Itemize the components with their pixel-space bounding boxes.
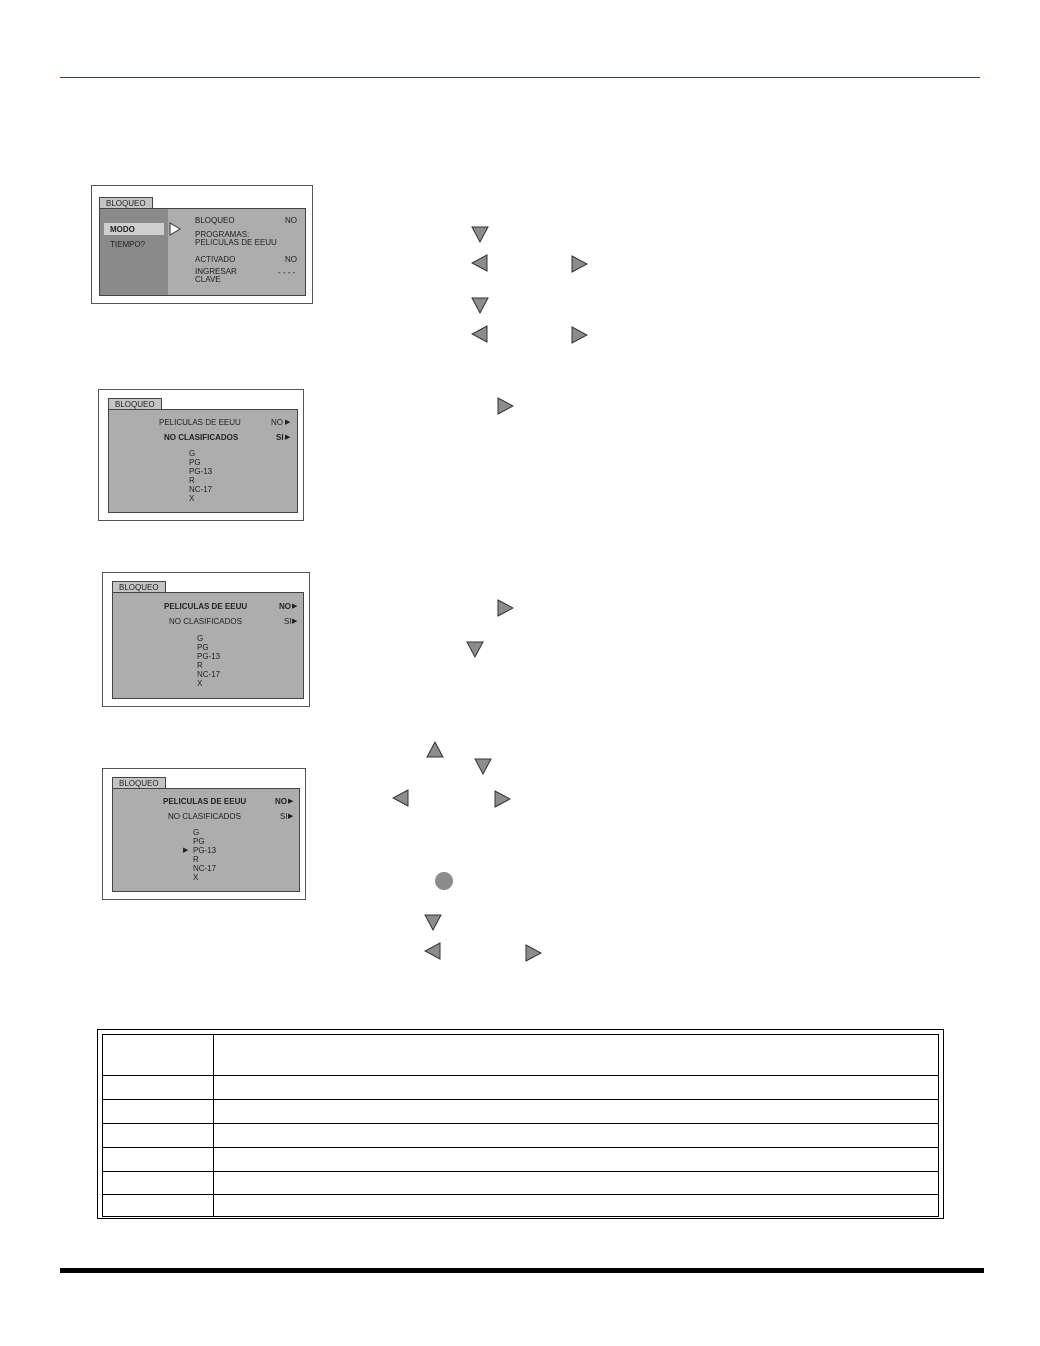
table-cell — [103, 1100, 214, 1124]
rating-item[interactable]: NC-17 — [193, 864, 217, 873]
table-row — [103, 1124, 939, 1148]
option-value: SI — [284, 617, 292, 626]
rating-item[interactable]: X — [189, 494, 195, 503]
header-rule — [60, 77, 980, 78]
rating-item-selected[interactable]: PG-13 — [193, 846, 217, 855]
menu-tab: BLOQUEO — [112, 581, 166, 593]
right-arrow-icon — [570, 255, 588, 273]
action-button-icon — [435, 872, 453, 890]
table-cell — [214, 1172, 939, 1195]
option-value: - - - - — [278, 268, 296, 277]
right-arrow-icon — [493, 790, 511, 808]
right-arrow-icon — [570, 326, 588, 344]
option-label[interactable]: NO CLASIFICADOS — [168, 812, 241, 821]
rating-item[interactable]: PG-13 — [197, 652, 221, 661]
pointer-open-icon — [169, 222, 181, 236]
option-label[interactable]: INGRESAR CLAVE — [195, 267, 237, 284]
table-cell — [214, 1195, 939, 1217]
menu-tab: BLOQUEO — [99, 197, 153, 209]
option-value: NO — [279, 602, 291, 611]
option-label[interactable]: NO CLASIFICADOS — [164, 433, 239, 442]
right-pointer-icon: ▶ — [292, 618, 298, 625]
right-pointer-icon: ▶ — [288, 798, 294, 805]
option-label[interactable]: BLOQUEO — [195, 216, 235, 225]
right-pointer-icon: ▶ — [288, 813, 294, 820]
left-arrow-icon — [392, 789, 410, 807]
rating-item[interactable]: PG — [193, 837, 205, 846]
selection-pointer-icon: ▶ — [183, 847, 189, 854]
rating-item[interactable]: PG — [197, 643, 209, 652]
table-row — [103, 1195, 939, 1217]
lock-menu-screen — [91, 185, 313, 304]
right-pointer-icon: ▶ — [285, 434, 291, 441]
table-cell — [103, 1148, 214, 1172]
left-arrow-icon — [471, 325, 489, 343]
option-value: NO — [275, 797, 287, 806]
rating-item[interactable]: NC-17 — [189, 485, 213, 494]
table-row — [103, 1172, 939, 1195]
down-arrow-icon — [466, 640, 484, 658]
right-arrow-icon — [496, 397, 514, 415]
down-arrow-icon — [424, 913, 442, 931]
ratings-screen — [102, 572, 310, 707]
rating-item[interactable]: G — [197, 634, 204, 643]
rating-item[interactable]: R — [197, 661, 203, 670]
option-value: NO — [271, 418, 283, 427]
menu-item-time[interactable]: TIEMPO? — [110, 240, 146, 249]
table-cell — [103, 1124, 214, 1148]
right-arrow-icon — [496, 599, 514, 617]
option-label[interactable]: NO CLASIFICADOS — [169, 617, 242, 626]
rating-item[interactable]: G — [193, 828, 200, 837]
rating-item[interactable]: PG — [189, 458, 201, 467]
option-label[interactable]: PELICULAS DE EEUU — [163, 797, 247, 806]
table-cell — [214, 1148, 939, 1172]
table-cell — [103, 1076, 214, 1100]
option-value: NO — [285, 216, 297, 225]
table-row — [103, 1035, 939, 1076]
table-cell — [214, 1035, 939, 1076]
option-label[interactable]: PROGRAMAS: PELICULAS DE EEUU — [195, 230, 277, 247]
option-value: SI — [276, 433, 284, 442]
rating-item[interactable]: R — [193, 855, 199, 864]
rating-item[interactable]: X — [197, 679, 203, 688]
right-pointer-icon: ▶ — [285, 419, 291, 426]
ratings-screen — [98, 389, 304, 521]
left-arrow-icon — [424, 942, 442, 960]
option-label[interactable]: PELICULAS DE EEUU — [164, 602, 248, 611]
option-value: SI — [280, 812, 288, 821]
left-arrow-icon — [471, 254, 489, 272]
rating-item[interactable]: R — [189, 476, 195, 485]
ratings-screen — [102, 768, 306, 900]
down-arrow-icon — [474, 757, 492, 775]
menu-item-mode[interactable]: MODO — [110, 225, 135, 234]
table-cell — [214, 1100, 939, 1124]
table-cell — [103, 1195, 214, 1217]
table-cell — [103, 1172, 214, 1195]
rating-item[interactable]: NC-17 — [197, 670, 221, 679]
up-arrow-icon — [426, 741, 444, 759]
menu-tab: BLOQUEO — [108, 398, 162, 410]
table-row — [103, 1148, 939, 1172]
rating-item[interactable]: PG-13 — [189, 467, 213, 476]
table-row — [103, 1076, 939, 1100]
table-cell — [214, 1124, 939, 1148]
footer-rule — [60, 1268, 984, 1273]
table-cell — [214, 1076, 939, 1100]
table-row — [103, 1100, 939, 1124]
right-pointer-icon: ▶ — [292, 603, 298, 610]
rating-item[interactable]: G — [189, 449, 196, 458]
table-cell — [103, 1035, 214, 1076]
option-value: NO — [285, 255, 297, 264]
down-arrow-icon — [471, 225, 489, 243]
rating-item[interactable]: X — [193, 873, 199, 882]
option-label[interactable]: ACTIVADO — [195, 255, 236, 264]
ratings-table — [97, 1029, 944, 1219]
menu-tab: BLOQUEO — [112, 777, 166, 789]
right-arrow-icon — [524, 944, 542, 962]
down-arrow-icon — [471, 296, 489, 314]
option-label[interactable]: PELICULAS DE EEUU — [159, 418, 241, 427]
